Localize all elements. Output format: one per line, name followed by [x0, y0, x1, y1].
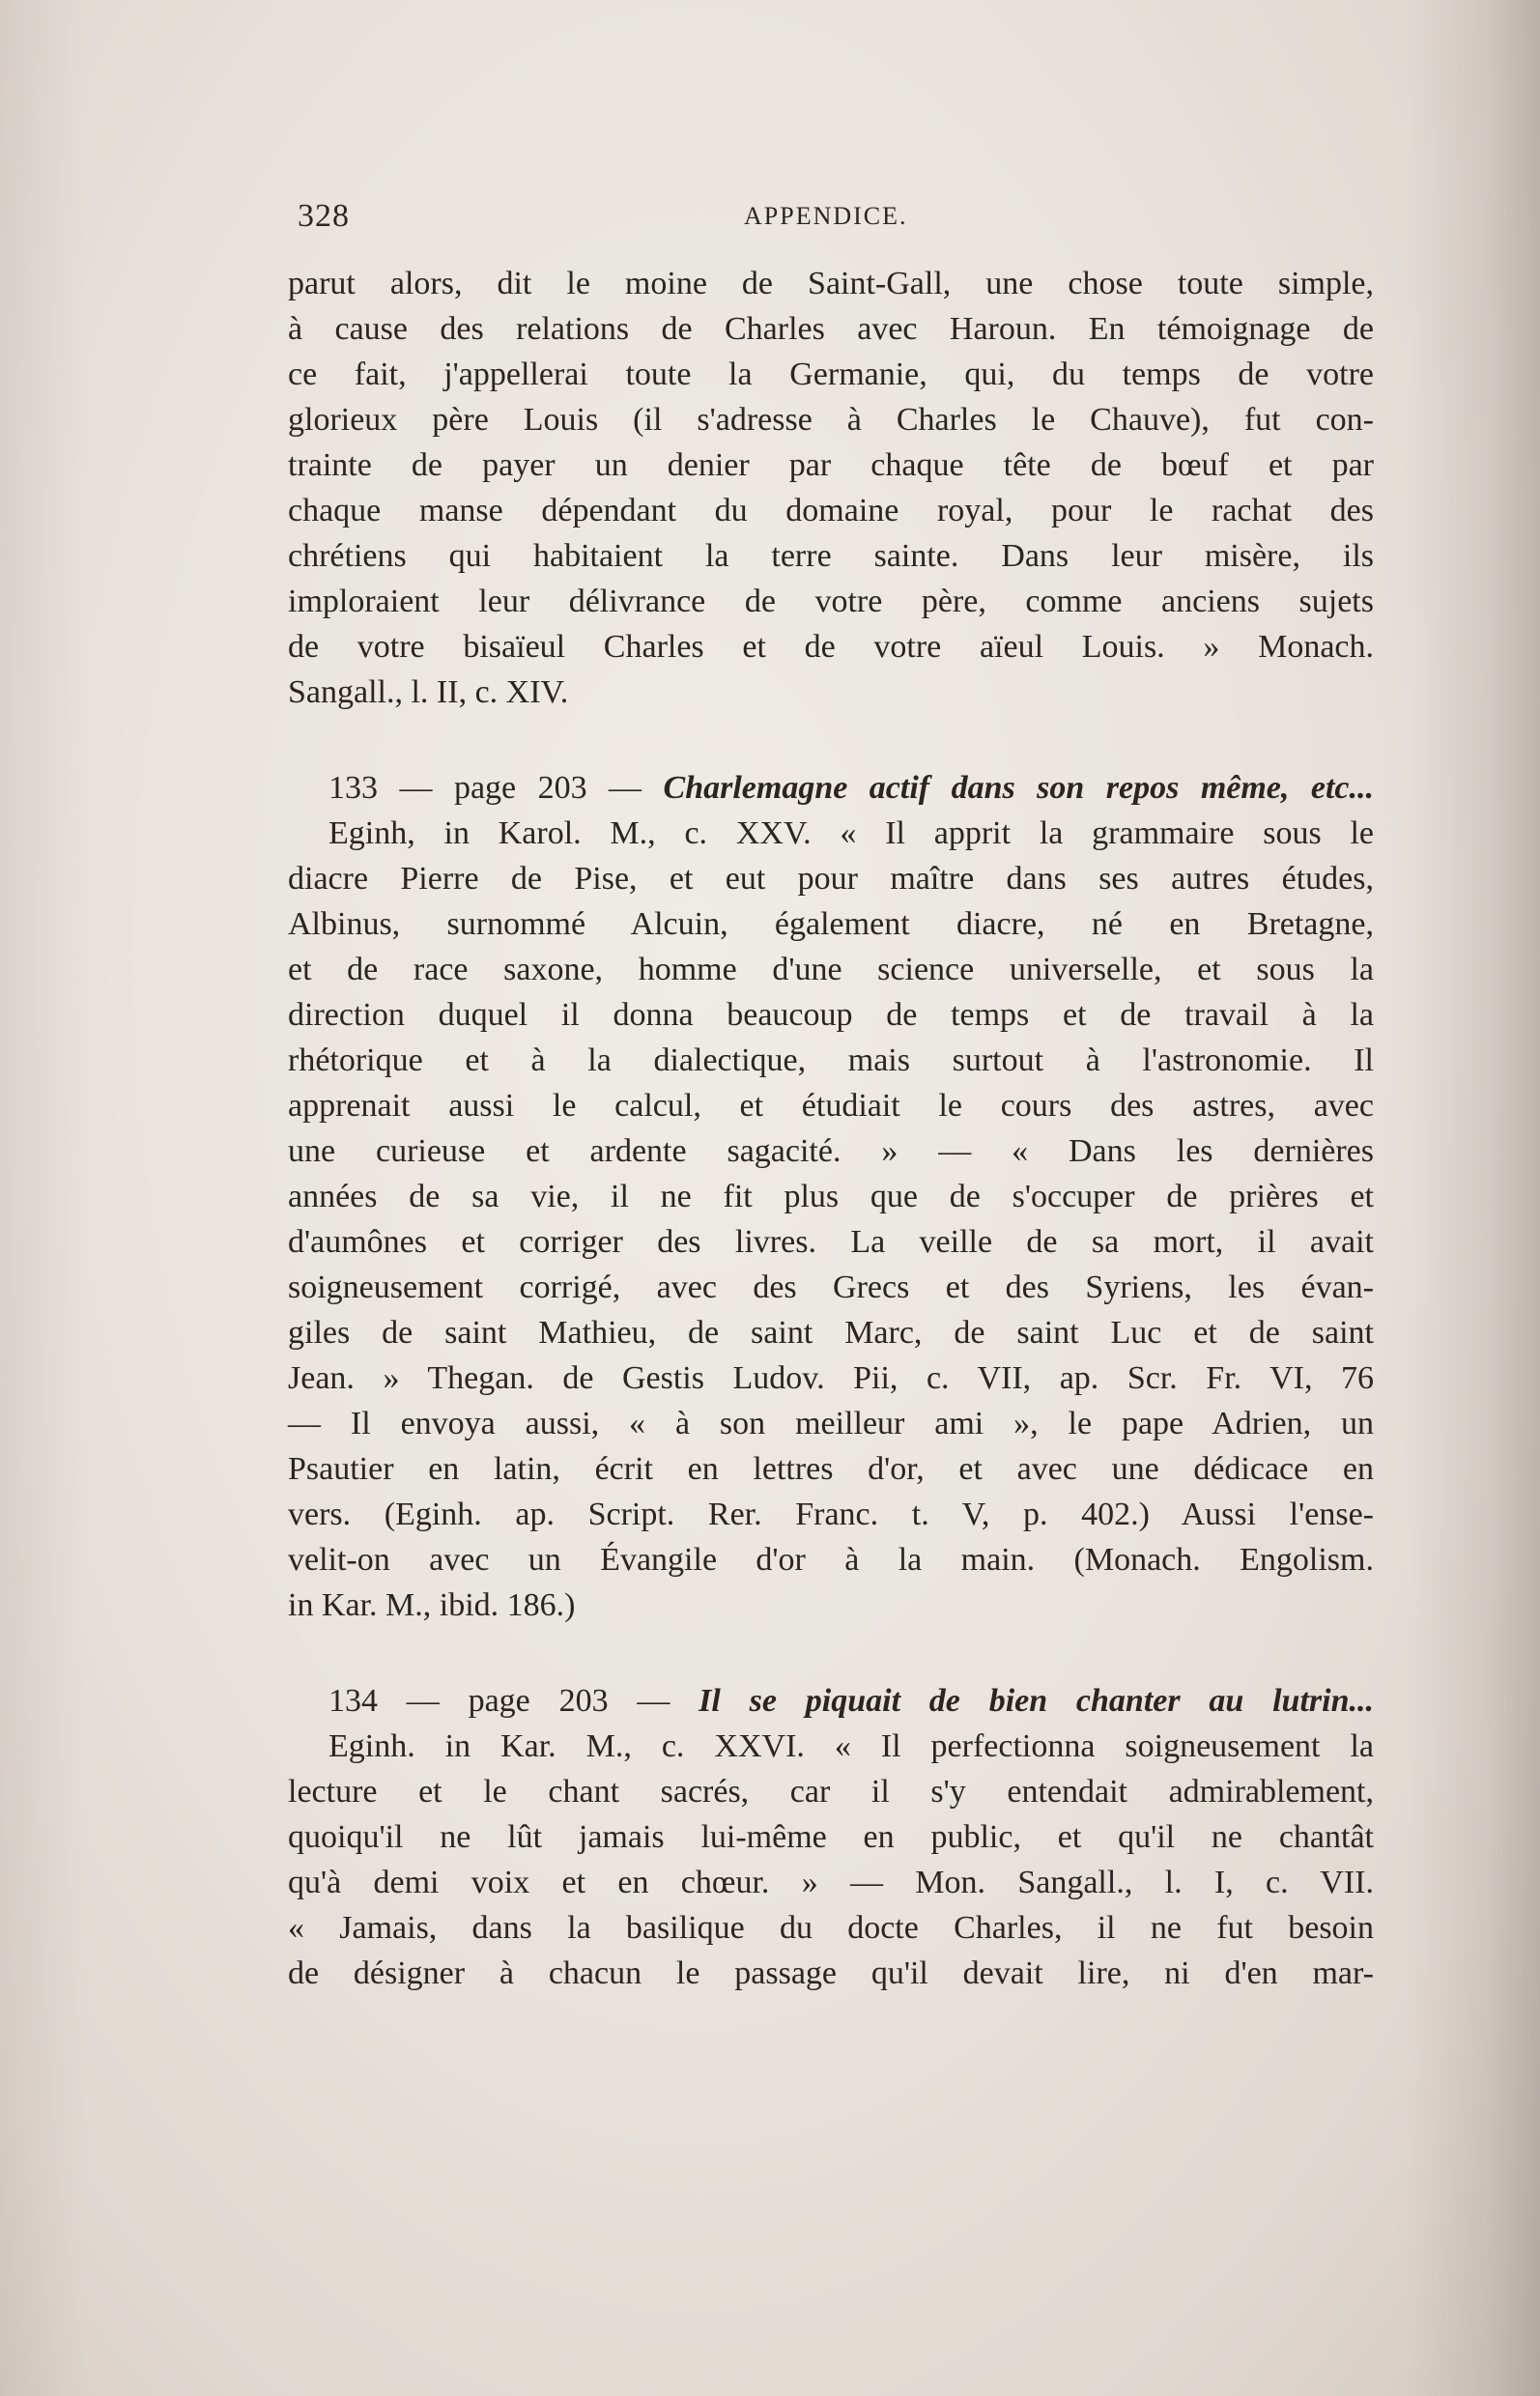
section-gap — [288, 1628, 1374, 1678]
page-edge-shadow — [0, 0, 87, 2396]
text-line: lecture et le chant sacrés, car il s'y entendait admirablement, — [288, 1774, 1374, 1810]
note-page-ref: — page 203 — — [399, 770, 642, 806]
text-line: une curieuse et ardente sagacité. » — « Dans les dernières — [288, 1133, 1374, 1169]
text-line: in Kar. M., ibid. 186.) — [288, 1587, 576, 1623]
text-line: Psautier en latin, écrit en lettres d'or, et avec une dédicace en — [288, 1451, 1374, 1487]
note-heading — [288, 1678, 1374, 1724]
text-line: et de race saxone, homme d'une science universelle, et sous la — [288, 952, 1374, 987]
note-134 — [288, 1678, 1374, 1996]
text-line: ce fait, j'appellerai toute la Germanie, qui, du temps de votre — [288, 357, 1374, 392]
text-line: de désigner à chacun le passage qu'il devait lire, ni d'en mar- — [288, 1955, 1374, 1991]
text-line: à cause des relations de Charles avec Haroun. En témoignage de — [288, 311, 1374, 347]
text-line: Jean. » Thegan. de Gestis Ludov. Pii, c. VII, ap. Scr. Fr. VI, 76 — [288, 1360, 1374, 1396]
text-line: trainte de payer un denier par chaque tête de bœuf et par — [288, 447, 1374, 483]
text-line: années de sa vie, il ne fit plus que de s'occuper de prières et — [288, 1179, 1374, 1214]
text-line: giles de saint Mathieu, de saint Marc, de saint Luc et de saint — [288, 1315, 1374, 1351]
text-line: direction duquel il donna beaucoup de temps et de travail à la — [288, 997, 1374, 1033]
text-line: velit-on avec un Évangile d'or à la main. (Monach. Engolism. — [288, 1542, 1374, 1578]
text-line: rhétorique et à la dialectique, mais surtout à l'astronomie. Il — [288, 1042, 1374, 1078]
page-header — [290, 198, 1372, 237]
section-gap — [288, 715, 1374, 765]
note-heading — [288, 765, 1374, 811]
text-line: imploraient leur délivrance de votre père, comme anciens sujets — [288, 584, 1374, 619]
text-line: Sangall., l. II, c. XIV. — [288, 674, 569, 710]
text-line: apprenait aussi le calcul, et étudiait le cours des astres, avec — [288, 1088, 1374, 1124]
text-line: Eginh, in Karol. M., c. XXV. « Il apprit la grammaire sous le — [328, 815, 1374, 851]
text-line: Albinus, surnommé Alcuin, également diacre, né en Bretagne, — [288, 906, 1374, 942]
note-number: 133 — [328, 770, 378, 806]
paragraph-continuation — [288, 261, 1374, 715]
text-line: de votre bisaïeul Charles et de votre aïeul Louis. » Monach. — [288, 629, 1374, 665]
text-line: glorieux père Louis (il s'adresse à Charles le Chauve), fut con- — [288, 402, 1374, 438]
text-line: quoiqu'il ne lût jamais lui-même en public, et qu'il ne chantât — [288, 1819, 1374, 1855]
running-head: APPENDICE. — [744, 202, 908, 230]
text-line: qu'à demi voix et en chœur. » — Mon. Sangall., l. I, c. VII. — [288, 1865, 1374, 1900]
text-line: chrétiens qui habitaient la terre sainte. Dans leur misère, ils — [288, 538, 1374, 574]
text-line: chaque manse dépendant du domaine royal, pour le rachat des — [288, 493, 1374, 528]
page-number: 328 — [298, 198, 350, 234]
note-number: 134 — [328, 1683, 378, 1719]
spine-shadow — [1405, 0, 1540, 2396]
text-line: parut alors, dit le moine de Saint-Gall, une chose toute simple, — [288, 266, 1374, 301]
page-body — [288, 261, 1374, 1996]
note-title: Charlemagne actif dans son repos même, etc... — [663, 770, 1374, 806]
text-line: d'aumônes et corriger des livres. La veille de sa mort, il avait — [288, 1224, 1374, 1260]
text-line: — Il envoya aussi, « à son meilleur ami », le pape Adrien, un — [288, 1406, 1374, 1441]
note-133 — [288, 765, 1374, 1628]
text-line: diacre Pierre de Pise, et eut pour maître dans ses autres études, — [288, 861, 1374, 897]
text-line: « Jamais, dans la basilique du docte Charles, il ne fut besoin — [288, 1910, 1374, 1946]
note-page-ref: — page 203 — — [406, 1683, 670, 1719]
text-line: soigneusement corrigé, avec des Grecs et des Syriens, les évan- — [288, 1269, 1374, 1305]
text-line: Eginh. in Kar. M., c. XXVI. « Il perfectionna soigneusement la — [328, 1728, 1374, 1764]
text-line: vers. (Eginh. ap. Script. Rer. Franc. t. V, p. 402.) Aussi l'ense- — [288, 1497, 1374, 1532]
note-title: Il se piquait de bien chanter au lutrin... — [699, 1683, 1375, 1719]
